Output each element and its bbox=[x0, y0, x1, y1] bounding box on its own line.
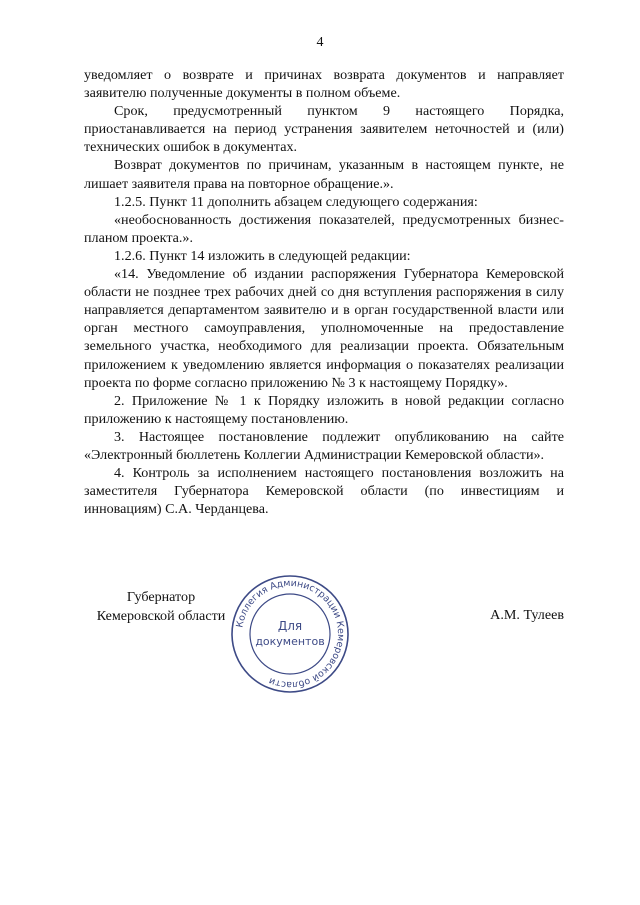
signatory-title bbox=[86, 588, 236, 626]
paragraph: 1.2.6. Пункт 14 изложить в следующей редакции: bbox=[114, 247, 411, 264]
official-stamp bbox=[228, 572, 352, 696]
signatory-title-line1: Губернатор bbox=[126, 589, 196, 605]
paragraph: 3. Настоящее постановление подлежит опубликованию на сайте «Электронный бюллетень Коллегии Администрации Кемеровской области». bbox=[84, 428, 564, 463]
page-number: 4 bbox=[316, 35, 324, 50]
signatory-title-line2: Кемеровской области bbox=[96, 608, 226, 624]
paragraph: «14. Уведомление об издании распоряжения Губернатора Кемеровской области не позднее трех рабочих дней со дня вступления распоряжения в силу направляется департаментом заявителю и в орган государственной власти или орган местного самоуправления, уполномоченные на предоставление земельного участка, необходимого для реализации проекта. Обязательным приложением к уведомлению является информация о показателях реализации проекта по форме согласно приложению № 3 к настоящему Порядку». bbox=[84, 266, 564, 391]
document-body bbox=[84, 66, 564, 518]
stamp-inner-ring bbox=[250, 594, 330, 674]
paragraph: «необоснованность достижения показателей, предусмотренных бизнес-планом проекта.». bbox=[84, 211, 564, 246]
stamp-center-line2: документов bbox=[255, 635, 325, 648]
paragraph: уведомляет о возврате и причинах возврата документов и направляет заявителю полученные документы в полном объеме. bbox=[84, 67, 564, 102]
signatory-name: А.М. Тулеев bbox=[490, 607, 564, 623]
paragraph: 2. Приложение № 1 к Порядку изложить в новой редакции согласно приложению к настоящему постановлению. bbox=[84, 392, 564, 427]
paragraph: Возврат документов по причинам, указанным в настоящем пункте, не лишает заявителя права на повторное обращение.». bbox=[84, 157, 564, 192]
paragraph: Срок, предусмотренный пунктом 9 настоящего Порядка, приостанавливается на период устранения заявителем неточностей и (или) технических ошибок в документах. bbox=[84, 103, 564, 156]
stamp-center-line1: Для bbox=[277, 619, 303, 633]
stamp-ring-text: Коллегия Администрации Кемеровской области bbox=[234, 577, 347, 691]
paragraph: 1.2.5. Пункт 11 дополнить абзацем следующего содержания: bbox=[114, 193, 478, 210]
paragraph: 4. Контроль за исполнением настоящего постановления возложить на заместителя Губернатора Кемеровской области (по инвестициям и инновациям) С.А. Черданцева. bbox=[84, 465, 564, 518]
